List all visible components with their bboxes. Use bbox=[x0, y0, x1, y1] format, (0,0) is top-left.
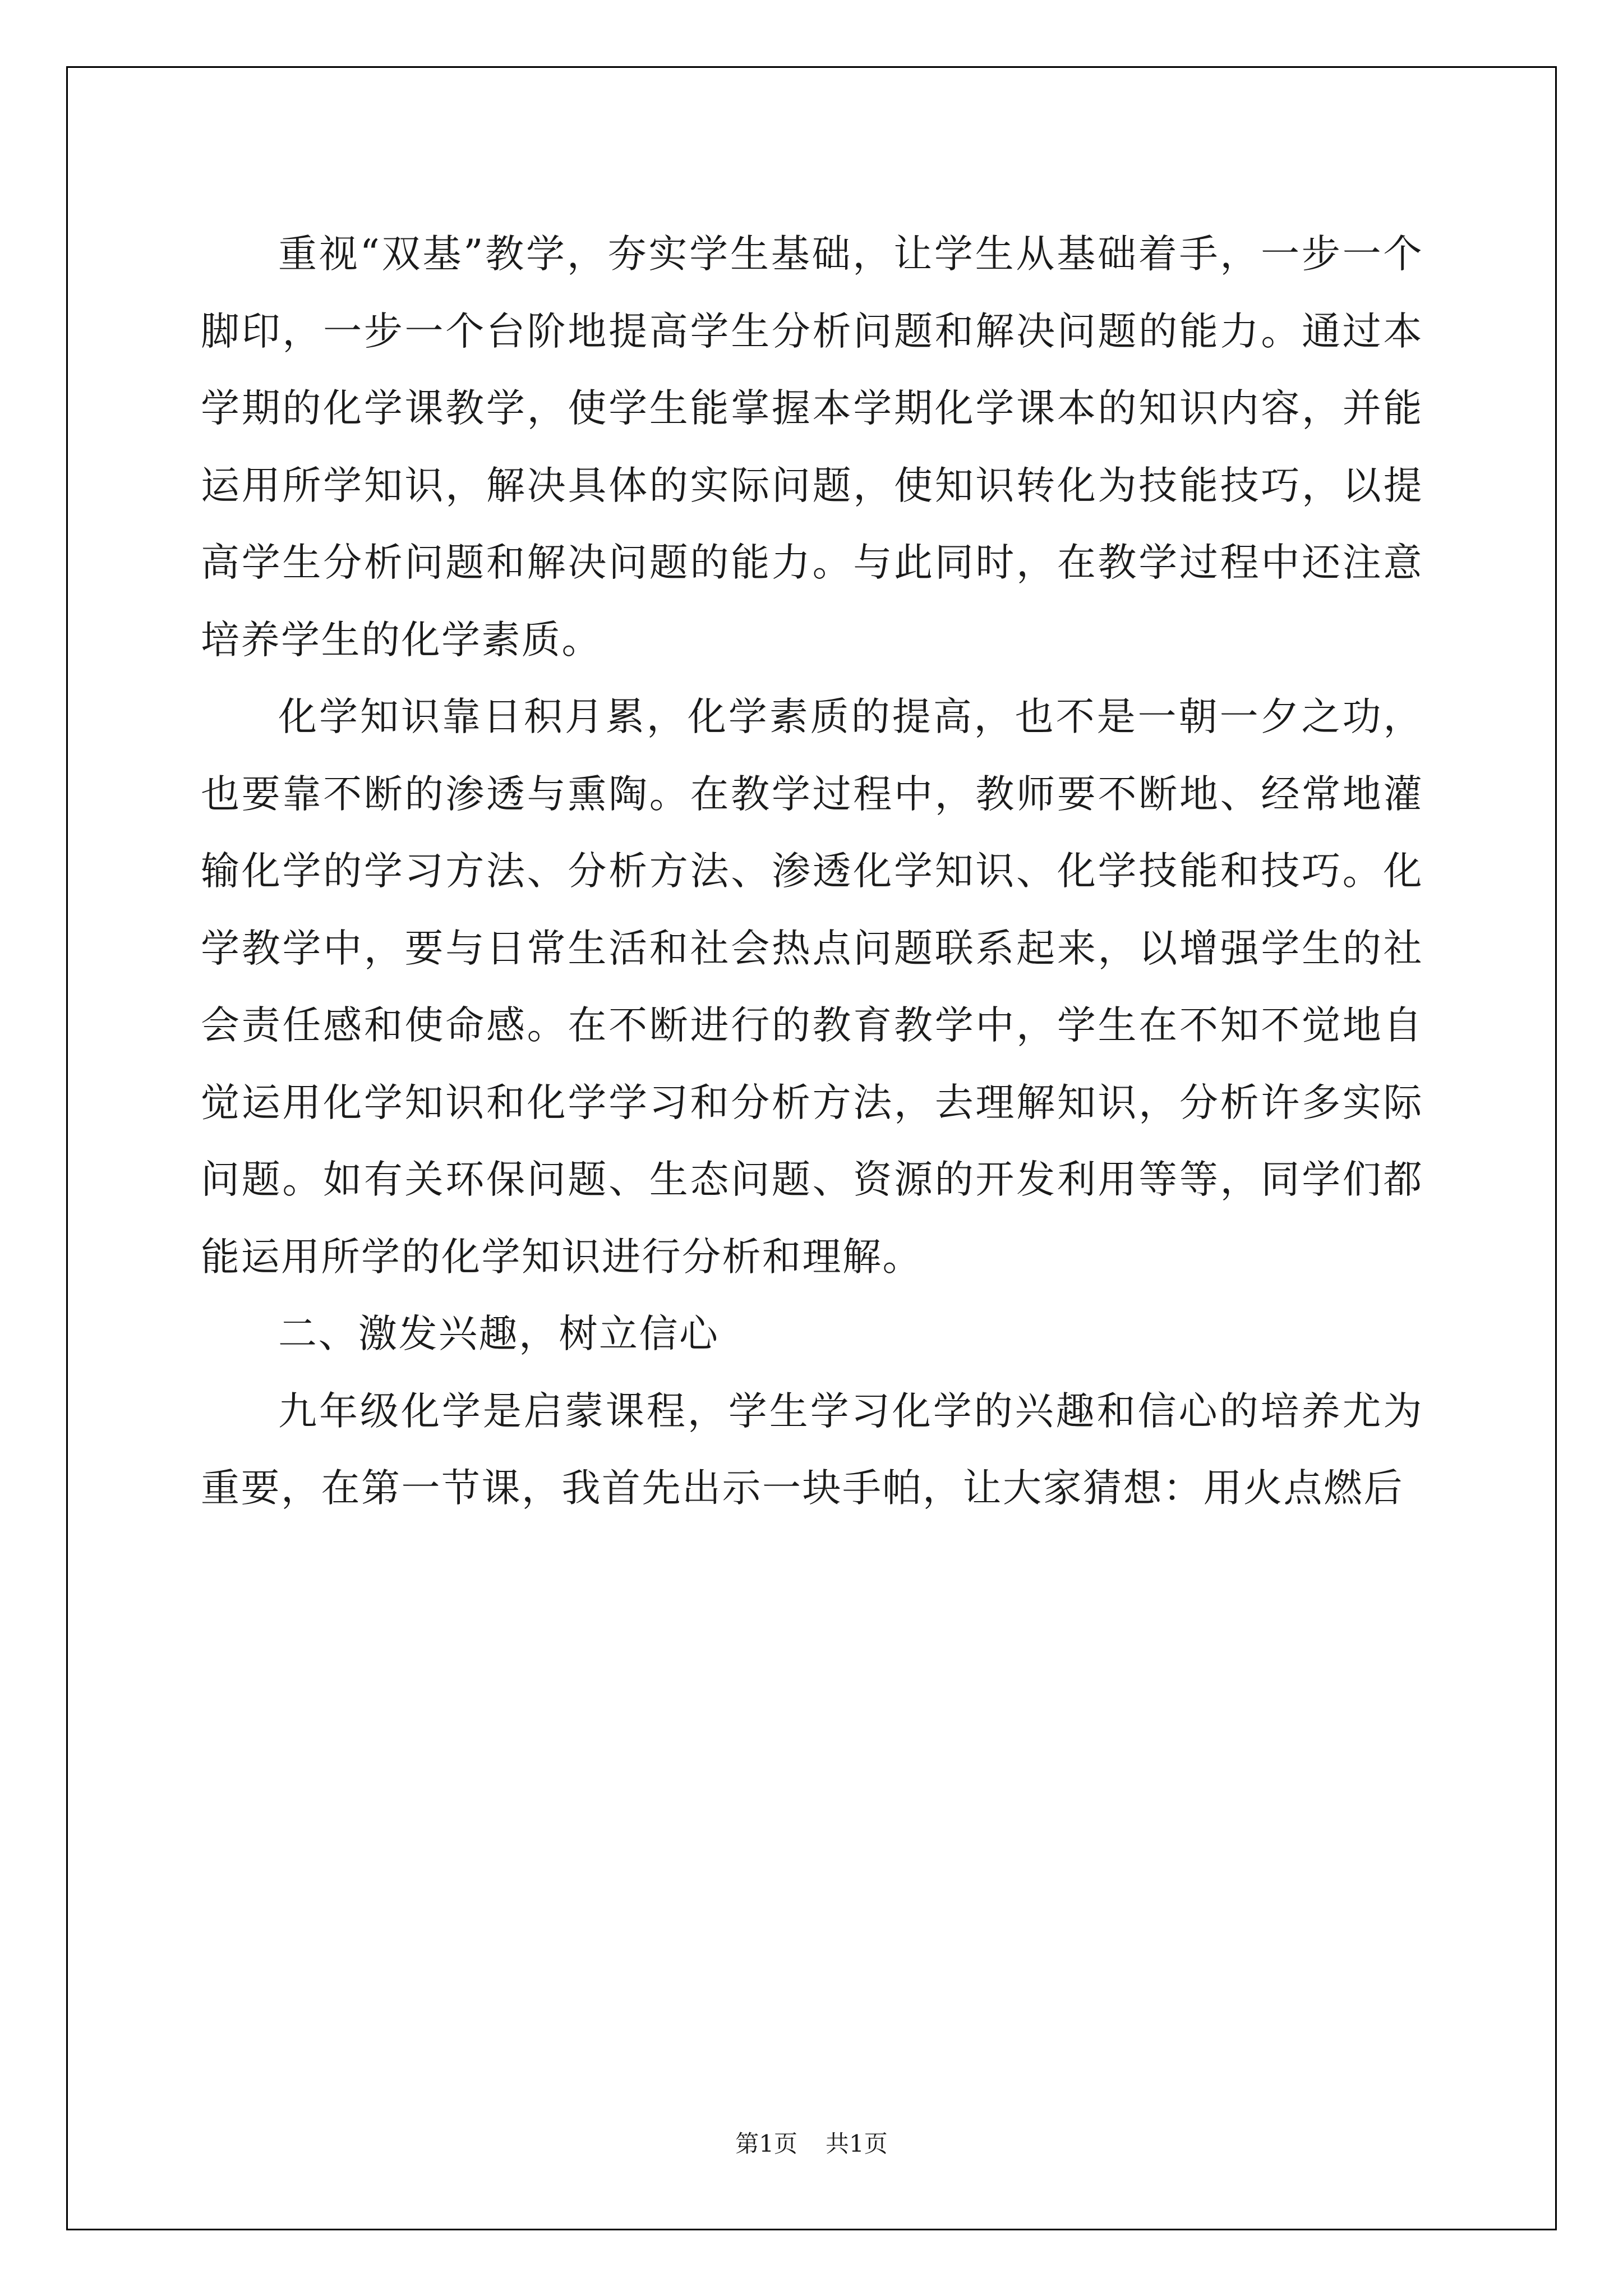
paragraph-grade-nine: 九年级化学是启蒙课程，学生学习化学的兴趣和信心的培养尤为重要，在第一节课，我首先出示一块手帕，让大家猜想：用火点燃后 bbox=[201, 1388, 1423, 1511]
page-number-total: 共1页 bbox=[826, 2130, 888, 2157]
section-heading-interest: 二、激发兴趣，树立信心 bbox=[278, 1312, 720, 1356]
paragraph-chemistry-literacy: 化学知识靠日积月累，化学素质的提高，也不是一朝一夕之功，也要靠不断的渗透与熏陶。在教学过程中，教师要不断地、经常地灌输化学的学习方法、分析方法、渗透化学知识、化学技能和技巧。化学教学中，要与日常生活和社会热点问题联系起来，以增强学生的社会责任感和使命感。在不断进行的教育教学中，学生在不知不觉地自觉运用化学知识和化学学习和分析方法，去理解知识，分析许多实际问题。如有关环保问题、生态问题、资源的开发利用等等，同学们都能运用所学的化学知识进行分析和理解。 bbox=[201, 694, 1423, 1280]
paragraph-double-basics: 重视“双基”教学，夯实学生基础，让学生从基础着手，一步一个脚印，一步一个台阶地提高学生分析问题和解决问题的能力。通过本学期的化学课教学，使学生能掌握本学期化学课本的知识内容，并能运用所学知识，解决具体的实际问题，使知识转化为技能技巧，以提高学生分析问题和解决问题的能力。与此同时，在教学过程中还注意培养学生的化学素质。 bbox=[201, 232, 1423, 662]
page-number-current: 第1页 bbox=[735, 2130, 797, 2157]
page-footer bbox=[0, 2127, 1623, 2161]
document-body bbox=[201, 216, 1423, 1527]
